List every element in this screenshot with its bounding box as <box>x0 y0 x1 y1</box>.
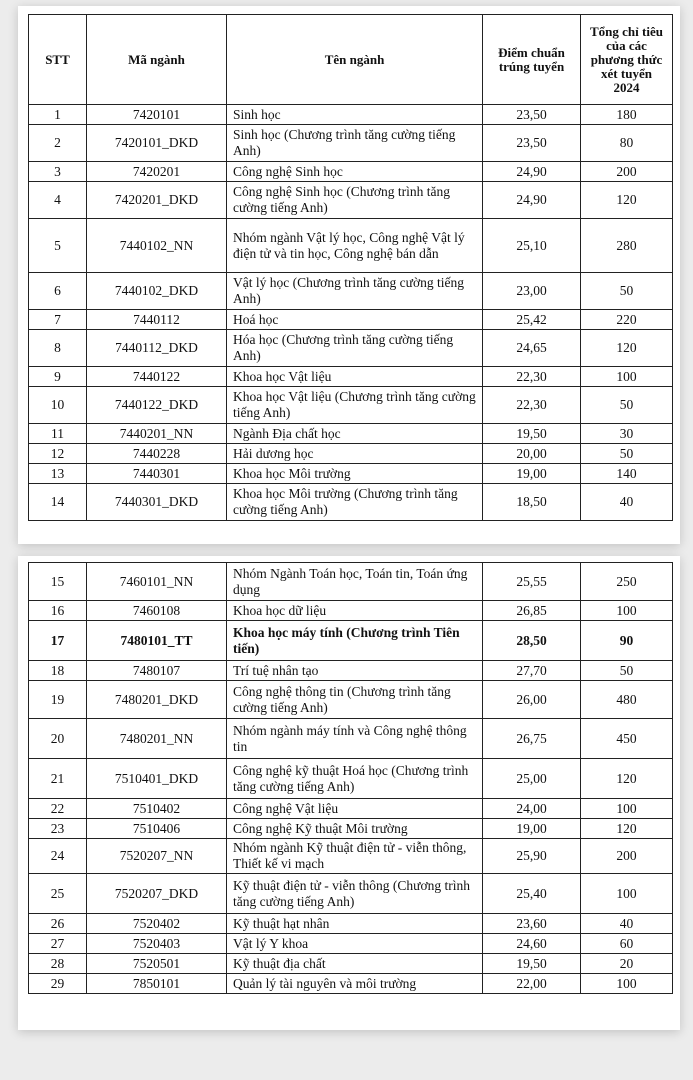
row-name: Công nghệ thông tin (Chương trình tăng cường tiếng Anh) <box>227 681 483 719</box>
row-code: 7520207_DKD <box>87 874 227 914</box>
row-quota: 120 <box>581 819 673 839</box>
row-name: Vật lý Y khoa <box>227 934 483 954</box>
row-code: 7480107 <box>87 661 227 681</box>
row-code: 7420101 <box>87 105 227 125</box>
table-row <box>29 799 673 819</box>
table-row <box>29 424 673 444</box>
row-code: 7520403 <box>87 934 227 954</box>
row-quota: 50 <box>581 444 673 464</box>
row-name: Kỹ thuật địa chất <box>227 954 483 974</box>
row-score: 19,00 <box>483 819 581 839</box>
table-row <box>29 563 673 601</box>
row-stt: 19 <box>29 681 87 719</box>
row-code: 7520402 <box>87 914 227 934</box>
row-score: 19,50 <box>483 954 581 974</box>
header-code: Mã ngành <box>87 15 227 105</box>
table-row <box>29 367 673 387</box>
row-code: 7440301 <box>87 464 227 484</box>
row-code: 7420101_DKD <box>87 125 227 162</box>
row-quota: 100 <box>581 974 673 994</box>
row-quota: 100 <box>581 799 673 819</box>
row-code: 7440102_DKD <box>87 273 227 310</box>
row-stt: 23 <box>29 819 87 839</box>
row-stt: 14 <box>29 484 87 521</box>
row-quota: 200 <box>581 839 673 874</box>
row-quota: 80 <box>581 125 673 162</box>
row-name: Trí tuệ nhân tạo <box>227 661 483 681</box>
table-row <box>29 681 673 719</box>
table-row <box>29 874 673 914</box>
row-name: Nhóm ngành Kỹ thuật điện tử - viễn thông, Thiết kế vi mạch <box>227 839 483 874</box>
row-stt: 21 <box>29 759 87 799</box>
row-name: Khoa học dữ liệu <box>227 601 483 621</box>
row-code: 7440201_NN <box>87 424 227 444</box>
row-name: Khoa học Vật liệu (Chương trình tăng cường tiếng Anh) <box>227 387 483 424</box>
row-stt: 3 <box>29 162 87 182</box>
row-name: Hóa học (Chương trình tăng cường tiếng Anh) <box>227 330 483 367</box>
row-quota: 480 <box>581 681 673 719</box>
row-stt: 13 <box>29 464 87 484</box>
row-stt: 24 <box>29 839 87 874</box>
row-code: 7440228 <box>87 444 227 464</box>
row-name: Công nghệ kỹ thuật Hoá học (Chương trình tăng cường tiếng Anh) <box>227 759 483 799</box>
row-code: 7460101_NN <box>87 563 227 601</box>
row-quota: 120 <box>581 330 673 367</box>
row-score: 25,55 <box>483 563 581 601</box>
row-code: 7510406 <box>87 819 227 839</box>
row-name: Khoa học Môi trường (Chương trình tăng cường tiếng Anh) <box>227 484 483 521</box>
row-stt: 22 <box>29 799 87 819</box>
table-row <box>29 387 673 424</box>
row-score: 24,60 <box>483 934 581 954</box>
table-row <box>29 954 673 974</box>
row-quota: 450 <box>581 719 673 759</box>
admission-table-part-2 <box>28 562 673 994</box>
row-score: 28,50 <box>483 621 581 661</box>
row-score: 22,30 <box>483 387 581 424</box>
row-stt: 8 <box>29 330 87 367</box>
row-quota: 120 <box>581 759 673 799</box>
row-quota: 220 <box>581 310 673 330</box>
row-stt: 12 <box>29 444 87 464</box>
row-code: 7850101 <box>87 974 227 994</box>
row-stt: 17 <box>29 621 87 661</box>
row-code: 7440122_DKD <box>87 387 227 424</box>
table-row <box>29 759 673 799</box>
row-score: 23,50 <box>483 125 581 162</box>
row-quota: 280 <box>581 219 673 273</box>
row-stt: 28 <box>29 954 87 974</box>
table-row <box>29 819 673 839</box>
row-stt: 5 <box>29 219 87 273</box>
row-stt: 10 <box>29 387 87 424</box>
row-quota: 20 <box>581 954 673 974</box>
row-code: 7480101_TT <box>87 621 227 661</box>
row-code: 7520501 <box>87 954 227 974</box>
row-score: 19,50 <box>483 424 581 444</box>
table-row <box>29 310 673 330</box>
row-quota: 40 <box>581 484 673 521</box>
row-quota: 90 <box>581 621 673 661</box>
row-score: 27,70 <box>483 661 581 681</box>
row-stt: 29 <box>29 974 87 994</box>
row-quota: 180 <box>581 105 673 125</box>
table-row <box>29 601 673 621</box>
row-quota: 40 <box>581 914 673 934</box>
row-code: 7510401_DKD <box>87 759 227 799</box>
row-quota: 30 <box>581 424 673 444</box>
row-name: Kỹ thuật hạt nhân <box>227 914 483 934</box>
row-quota: 60 <box>581 934 673 954</box>
row-name: Nhóm ngành Vật lý học, Công nghệ Vật lý điện tử và tin học, Công nghệ bán dẫn <box>227 219 483 273</box>
row-score: 23,60 <box>483 914 581 934</box>
admission-table-part-1 <box>28 14 673 521</box>
table-row <box>29 484 673 521</box>
row-quota: 250 <box>581 563 673 601</box>
row-stt: 1 <box>29 105 87 125</box>
row-stt: 18 <box>29 661 87 681</box>
row-name: Công nghệ Sinh học (Chương trình tăng cường tiếng Anh) <box>227 182 483 219</box>
row-name: Ngành Địa chất học <box>227 424 483 444</box>
row-code: 7440112 <box>87 310 227 330</box>
table-page-2 <box>18 556 680 1030</box>
table-row <box>29 105 673 125</box>
row-code: 7520207_NN <box>87 839 227 874</box>
row-stt: 26 <box>29 914 87 934</box>
row-code: 7420201 <box>87 162 227 182</box>
row-name: Khoa học máy tính (Chương trình Tiên tiến) <box>227 621 483 661</box>
header-stt: STT <box>29 15 87 105</box>
table-header-row <box>29 15 673 105</box>
row-score: 25,42 <box>483 310 581 330</box>
row-code: 7440102_NN <box>87 219 227 273</box>
row-name: Sinh học (Chương trình tăng cường tiếng Anh) <box>227 125 483 162</box>
row-stt: 27 <box>29 934 87 954</box>
header-name: Tên ngành <box>227 15 483 105</box>
row-score: 18,50 <box>483 484 581 521</box>
table-row <box>29 182 673 219</box>
row-stt: 15 <box>29 563 87 601</box>
row-stt: 20 <box>29 719 87 759</box>
row-name: Hải dương học <box>227 444 483 464</box>
row-score: 26,85 <box>483 601 581 621</box>
row-score: 22,30 <box>483 367 581 387</box>
row-name: Kỹ thuật điện tử - viễn thông (Chương trình tăng cường tiếng Anh) <box>227 874 483 914</box>
table-row <box>29 974 673 994</box>
row-stt: 7 <box>29 310 87 330</box>
row-quota: 50 <box>581 273 673 310</box>
row-score: 20,00 <box>483 444 581 464</box>
row-code: 7440112_DKD <box>87 330 227 367</box>
table-row <box>29 444 673 464</box>
row-code: 7440301_DKD <box>87 484 227 521</box>
header-quota: Tổng chỉ tiêu của các phương thức xét tuyển 2024 <box>581 15 673 105</box>
row-code: 7480201_DKD <box>87 681 227 719</box>
row-name: Hoá học <box>227 310 483 330</box>
row-score: 19,00 <box>483 464 581 484</box>
row-score: 24,00 <box>483 799 581 819</box>
row-stt: 9 <box>29 367 87 387</box>
row-code: 7460108 <box>87 601 227 621</box>
row-name: Quản lý tài nguyên và môi trường <box>227 974 483 994</box>
row-code: 7420201_DKD <box>87 182 227 219</box>
table-row <box>29 125 673 162</box>
row-stt: 4 <box>29 182 87 219</box>
row-quota: 200 <box>581 162 673 182</box>
row-score: 24,90 <box>483 162 581 182</box>
table-row <box>29 162 673 182</box>
table-row <box>29 219 673 273</box>
row-stt: 16 <box>29 601 87 621</box>
row-score: 26,75 <box>483 719 581 759</box>
row-name: Khoa học Môi trường <box>227 464 483 484</box>
row-quota: 100 <box>581 874 673 914</box>
row-code: 7480201_NN <box>87 719 227 759</box>
row-score: 23,00 <box>483 273 581 310</box>
row-stt: 2 <box>29 125 87 162</box>
row-score: 25,00 <box>483 759 581 799</box>
row-score: 25,90 <box>483 839 581 874</box>
row-code: 7510402 <box>87 799 227 819</box>
row-score: 25,10 <box>483 219 581 273</box>
row-quota: 100 <box>581 367 673 387</box>
row-quota: 50 <box>581 661 673 681</box>
table-row <box>29 330 673 367</box>
table-row <box>29 934 673 954</box>
row-name: Công nghệ Sinh học <box>227 162 483 182</box>
row-score: 26,00 <box>483 681 581 719</box>
table-page-1 <box>18 6 680 544</box>
table-row <box>29 914 673 934</box>
row-score: 22,00 <box>483 974 581 994</box>
row-quota: 120 <box>581 182 673 219</box>
row-score: 23,50 <box>483 105 581 125</box>
row-quota: 100 <box>581 601 673 621</box>
table-row <box>29 621 673 661</box>
table-row <box>29 719 673 759</box>
row-stt: 25 <box>29 874 87 914</box>
row-name: Công nghệ Kỹ thuật Môi trường <box>227 819 483 839</box>
table-row <box>29 273 673 310</box>
row-score: 25,40 <box>483 874 581 914</box>
row-stt: 11 <box>29 424 87 444</box>
row-name: Sinh học <box>227 105 483 125</box>
row-stt: 6 <box>29 273 87 310</box>
table-row <box>29 464 673 484</box>
row-code: 7440122 <box>87 367 227 387</box>
row-name: Nhóm ngành máy tính và Công nghệ thông tin <box>227 719 483 759</box>
row-score: 24,90 <box>483 182 581 219</box>
row-quota: 140 <box>581 464 673 484</box>
row-name: Khoa học Vật liệu <box>227 367 483 387</box>
row-score: 24,65 <box>483 330 581 367</box>
row-name: Vật lý học (Chương trình tăng cường tiếng Anh) <box>227 273 483 310</box>
table-row <box>29 661 673 681</box>
header-score: Điểm chuẩn trúng tuyển <box>483 15 581 105</box>
row-name: Nhóm Ngành Toán học, Toán tin, Toán ứng dụng <box>227 563 483 601</box>
row-name: Công nghệ Vật liệu <box>227 799 483 819</box>
row-quota: 50 <box>581 387 673 424</box>
table-row <box>29 839 673 874</box>
